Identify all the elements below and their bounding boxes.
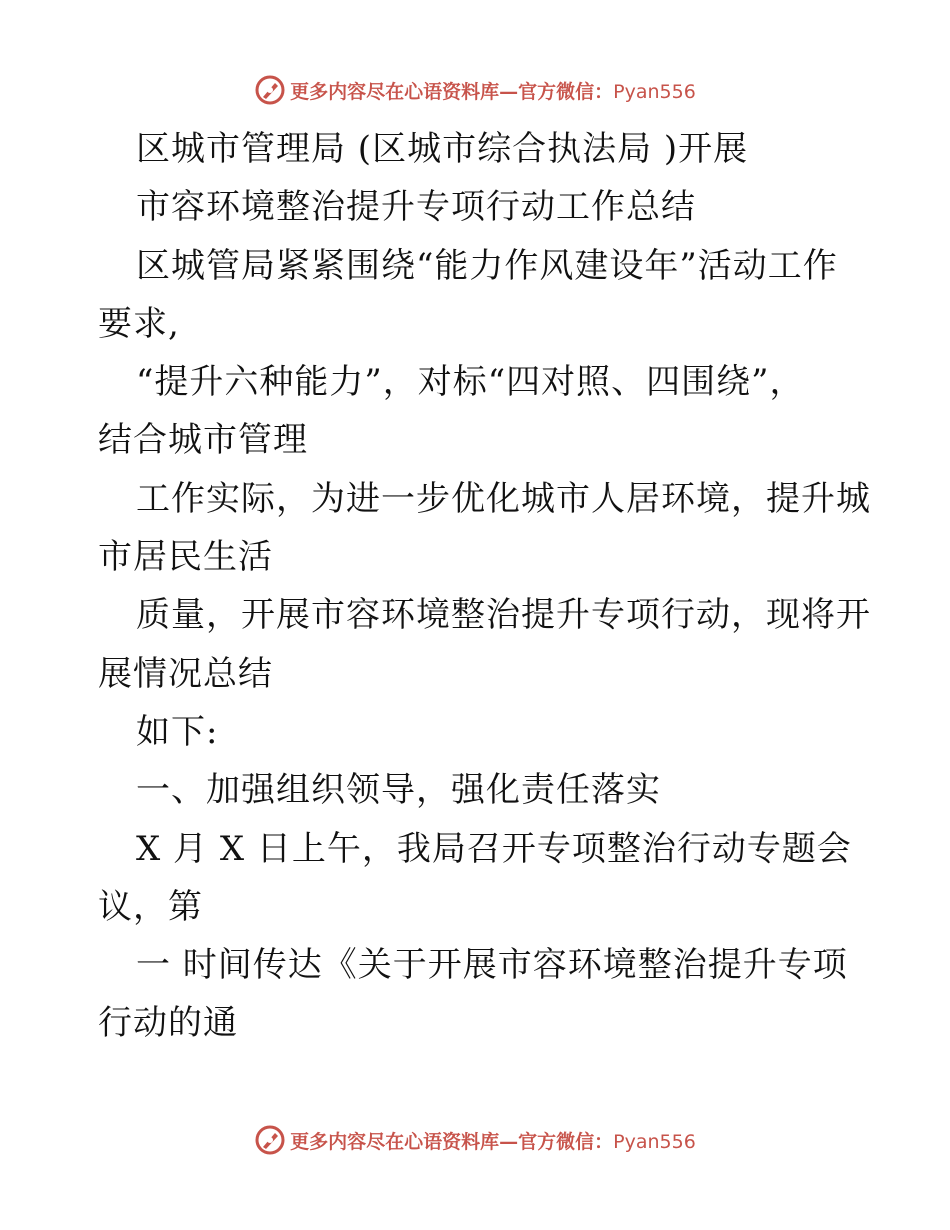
text-line: 区城市管理局 (区城市综合执法局 )开展 [136,129,749,169]
text-line: 工作实际，为进一步优化城市人居环境，提升城 [136,478,871,519]
text-line: 如下: [136,711,219,752]
text-line: 结合城市管理 [98,420,308,461]
text-line: 展情况总结 [98,653,273,694]
text-line: X 月 X 日上午，我局召开专项整治行动专题会 [136,828,852,869]
text-line: 议，第 [98,886,203,927]
text-line: 质量，开展市容环境整治提升专项行动，现将开 [136,595,871,636]
text-line: 一 时间传达《关于开展市容环境整治提升专项 [136,945,848,986]
watermark-text: 更多内容尽在心语资料库—官方微信：Pyan556 [290,80,696,103]
watermark-text: 更多内容尽在心语资料库—官方微信：Pyan556 [290,1130,696,1153]
text-line: 市居民生活 [98,537,273,578]
document-body [98,120,871,1053]
text-line: 市容环境整治提升专项行动工作总结 [136,187,696,228]
text-line: 要求, [98,303,180,344]
text-line: “提升六种能力”，对标“四对照、四围绕”， [136,362,805,403]
text-line: 区城管局紧紧围绕“能力作风建设年”活动工作 [136,245,838,286]
header-watermark [0,73,950,107]
text-line: 行动的通 [98,1003,238,1044]
pen-circle-logo-icon [254,1124,286,1156]
footer-watermark [0,1123,950,1157]
text-line: 一、加强组织领导，强化责任落实 [136,770,661,811]
pen-circle-logo-icon [254,74,286,106]
